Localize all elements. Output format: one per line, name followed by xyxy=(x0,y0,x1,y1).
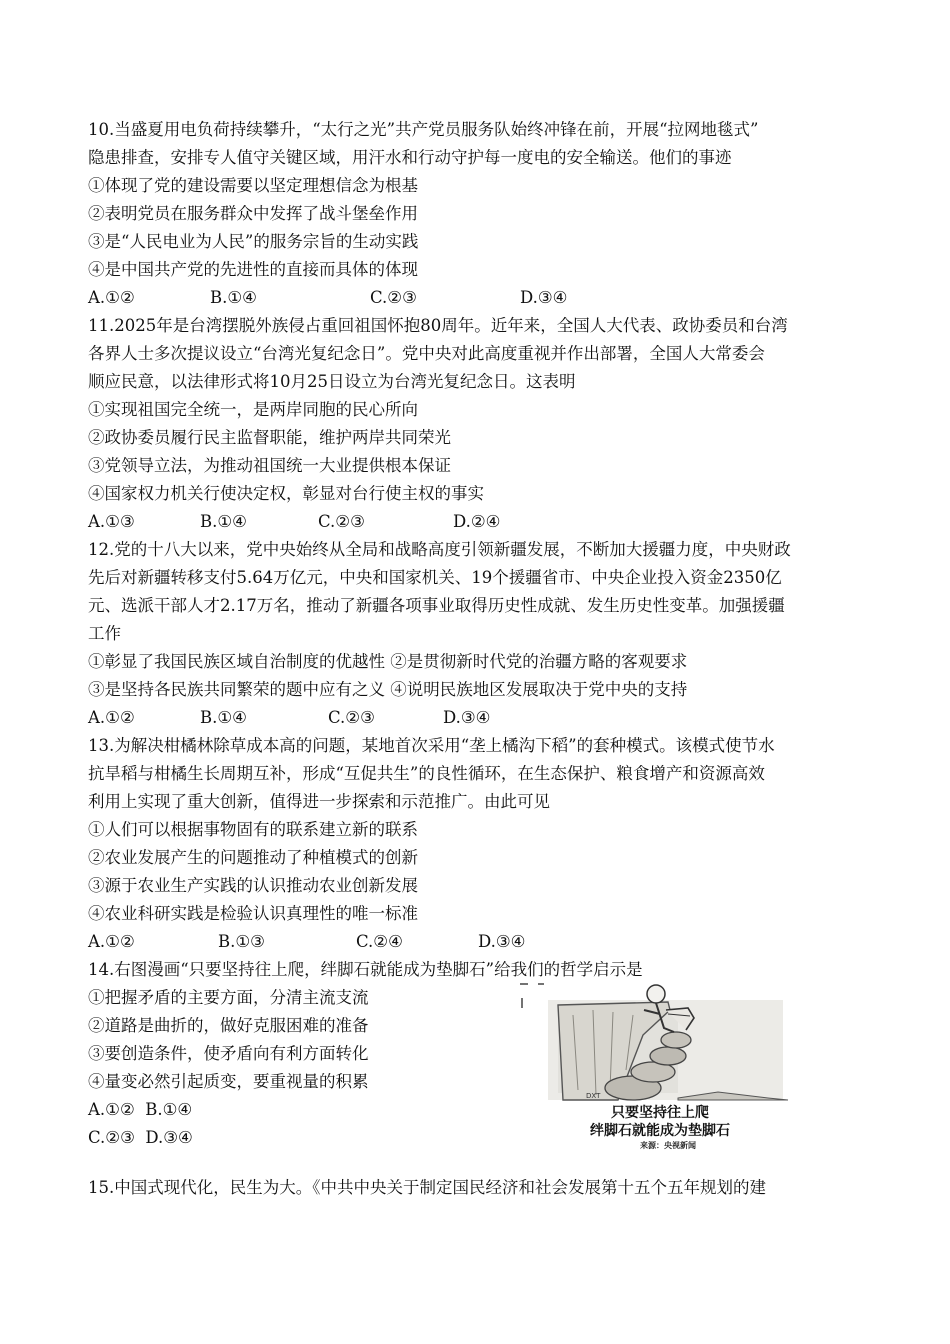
option-a: A.①② xyxy=(88,932,135,951)
question-11 xyxy=(88,312,878,536)
question-stem-line: 13.为解决柑橘林除草成本高的问题，某地首次采用“垄上橘沟下稻”的套种模式。该模式使节水 xyxy=(88,736,775,755)
question-stem-line: 隐患排查，安排专人值守关键区域，用汗水和行动守护每一度电的安全输送。他们的事迹 xyxy=(88,148,732,167)
option-b: B.①④ xyxy=(200,512,247,531)
option-a: A.①② xyxy=(88,288,135,307)
question-15 xyxy=(88,1174,878,1202)
statement-item: ④是中国共产党的先进性的直接而具体的体现 xyxy=(88,260,418,279)
statement-item: ②表明党员在服务群众中发挥了战斗堡垒作用 xyxy=(88,204,418,223)
question-stem-line: 利用上实现了重大创新，值得进一步探索和示范推广。由此可见 xyxy=(88,792,550,811)
statement-item: ④国家权力机关行使决定权，彰显对台行使主权的事实 xyxy=(88,484,484,503)
option-a: A.①② xyxy=(88,708,135,727)
option-d: D.③④ xyxy=(478,932,526,951)
option-d: D.③④ xyxy=(443,708,491,727)
option-c: C.②③ xyxy=(328,708,375,727)
question-stem-line: 15.中国式现代化，民生为大。《中共中央关于制定国民经济和社会发展第十五个五年规划的建 xyxy=(88,1178,766,1197)
question-stem-line: 10.当盛夏用电负荷持续攀升，“太行之光”共产党员服务队始终冲锋在前，开展“拉网地毯式” xyxy=(88,120,759,139)
answer-options: A.①② B.①④ xyxy=(88,1100,193,1119)
question-stem-line: 抗旱稻与柑橘生长周期互补，形成“互促共生”的良性循环，在生态保护、粮食增产和资源高效 xyxy=(88,764,765,783)
cartoon-image xyxy=(518,980,803,1150)
statement-item: ①体现了党的建设需要以坚定理想信念为根基 xyxy=(88,176,418,195)
answer-options xyxy=(88,928,878,956)
question-14 xyxy=(88,956,878,1152)
option-c: C.②④ xyxy=(356,932,403,951)
statement-item: ②政协委员履行民主监督职能，维护两岸共同荣光 xyxy=(88,428,451,447)
question-stem-line: 14.右图漫画“只要坚持往上爬，绊脚石就能成为垫脚石”给我们的哲学启示是 xyxy=(88,960,643,979)
statement-item: ①把握矛盾的主要方面，分清主流支流 xyxy=(88,988,369,1007)
cartoon-caption-1: 只要坚持往上爬 xyxy=(611,1105,709,1121)
option-b: B.①④ xyxy=(200,708,247,727)
option-c: C.②③ xyxy=(370,288,417,307)
statement-list xyxy=(88,984,448,1152)
statement-item: ③是坚持各民族共同繁荣的题中应有之义 ④说明民族地区发展取决于党中央的支持 xyxy=(88,680,688,699)
question-10 xyxy=(88,116,878,312)
question-stem-line: 顺应民意，以法律形式将10月25日设立为台湾光复纪念日。这表明 xyxy=(88,372,576,391)
cartoon-source: 来源：央视新闻 xyxy=(640,1141,696,1150)
statement-item: ①彰显了我国民族区域自治制度的优越性 ②是贯彻新时代党的治疆方略的客观要求 xyxy=(88,652,688,671)
option-c: C.②③ xyxy=(318,512,365,531)
question-stem-line: 12.党的十八大以来，党中央始终从全局和战略高度引领新疆发展，不断加大援疆力度，中央财政 xyxy=(88,540,791,559)
answer-options xyxy=(88,508,878,536)
question-stem-line: 先后对新疆转移支付5.64万亿元，中央和国家机关、19个援疆省市、中央企业投入资金2350亿 xyxy=(88,568,782,587)
answer-options xyxy=(88,284,878,312)
statement-item: ①实现祖国完全统一，是两岸同胞的民心所向 xyxy=(88,400,418,419)
question-stem-line: 各界人士多次提议设立“台湾光复纪念日”。党中央对此高度重视并作出部署，全国人大常委会 xyxy=(88,344,765,363)
option-a: A.①③ xyxy=(88,512,135,531)
statement-item: ③要创造条件，使矛盾向有利方面转化 xyxy=(88,1044,369,1063)
exam-page xyxy=(88,116,878,1202)
question-13 xyxy=(88,732,878,956)
answer-options: C.②③ D.③④ xyxy=(88,1128,193,1147)
question-stem-line: 11.2025年是台湾摆脱外族侵占重回祖国怀抱80周年。近年来，全国人大代表、政协委员和台湾 xyxy=(88,316,788,335)
statement-item: ①人们可以根据事物固有的联系建立新的联系 xyxy=(88,820,418,839)
question-12 xyxy=(88,536,878,732)
question-stem-line: 工作 xyxy=(88,624,121,643)
cartoon-caption-2: 绊脚石就能成为垫脚石 xyxy=(590,1123,730,1139)
statement-item: ③党领导立法，为推动祖国统一大业提供根本保证 xyxy=(88,456,451,475)
option-d: D.②④ xyxy=(453,512,501,531)
option-d: D.③④ xyxy=(520,288,568,307)
answer-options xyxy=(88,704,878,732)
statement-item: ②道路是曲折的，做好克服困难的准备 xyxy=(88,1016,369,1035)
statement-item: ④量变必然引起质变，要重视量的积累 xyxy=(88,1072,369,1091)
option-b: B.①④ xyxy=(210,288,257,307)
question-stem-line: 元、选派干部人才2.17万名，推动了新疆各项事业取得历史性成就、发生历史性变革。加强援疆 xyxy=(88,596,785,615)
statement-item: ③源于农业生产实践的认识推动农业创新发展 xyxy=(88,876,418,895)
option-b: B.①③ xyxy=(218,932,265,951)
statement-item: ④农业科研实践是检验认识真理性的唯一标准 xyxy=(88,904,418,923)
statement-item: ②农业发展产生的问题推动了种植模式的创新 xyxy=(88,848,418,867)
svg-text:DXT: DXT xyxy=(586,1092,601,1100)
statement-item: ③是“人民电业为人民”的服务宗旨的生动实践 xyxy=(88,232,419,251)
